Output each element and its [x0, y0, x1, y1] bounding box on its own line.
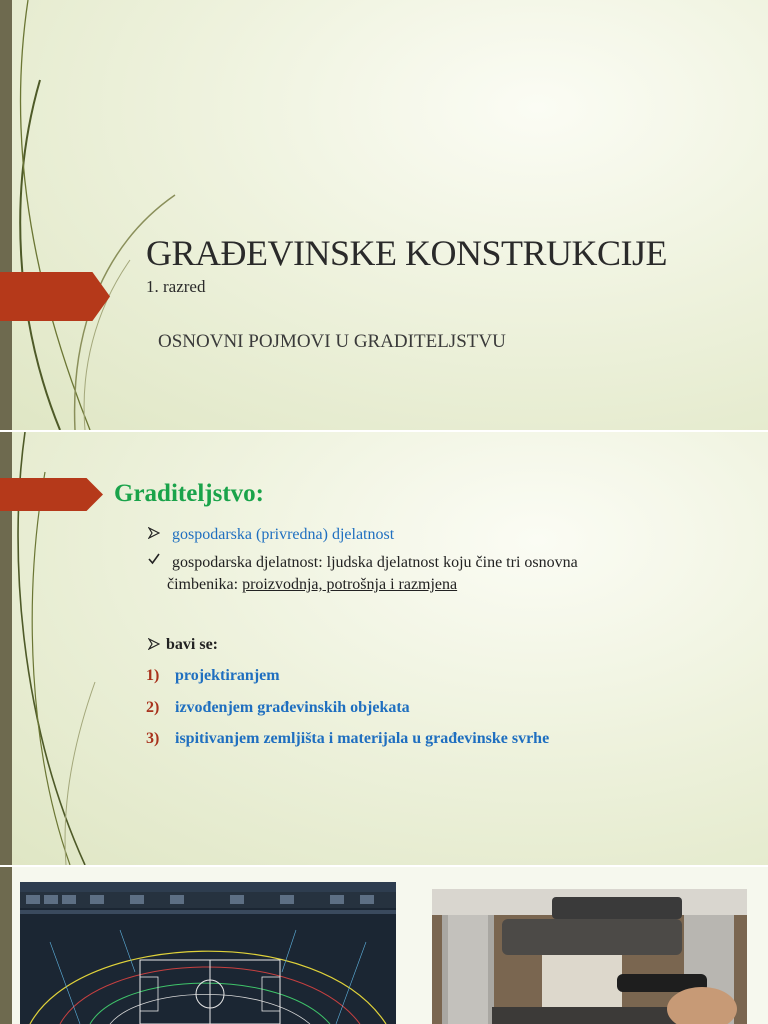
bavi-label: bavi se:: [166, 636, 218, 653]
bullet-1: gospodarska (privredna) djelatnost: [172, 526, 395, 543]
accent-arrow-tab: [0, 272, 110, 321]
list-item-1: projektiranjem: [175, 667, 280, 684]
arrow-bullet-icon: [148, 638, 160, 650]
list-item-2: izvođenjem građevinskih objekata: [175, 699, 410, 716]
list-number: 2): [146, 699, 160, 716]
list-number: 1): [146, 667, 160, 684]
topic-label: OSNOVNI POJMOVI U GRADITELJSTVU: [158, 331, 506, 352]
list-item-3: ispitivanjem zemljišta i materijala u građevinske svrhe: [175, 730, 550, 747]
bullet-2-underlined: proizvodnja, potrošnja i razmjena: [242, 576, 458, 593]
content-slide: [0, 432, 768, 865]
images-slide: [0, 867, 768, 1024]
list-number: 3): [146, 730, 160, 747]
bullet-2-line-1: gospodarska djelatnost: ljudska djelatnost koju čine tri osnovna: [172, 554, 578, 571]
arrow-bullet-icon: [148, 527, 160, 539]
section-heading: Graditeljstvo:: [114, 480, 264, 507]
title-slide: [0, 0, 768, 430]
bullet-2-prefix: čimbenika:: [167, 576, 243, 593]
grade-label: 1. razred: [146, 277, 206, 296]
check-bullet-icon: [148, 553, 160, 565]
cad-drawing-image: [20, 882, 396, 1024]
material-testing-photo: [432, 889, 747, 1024]
left-accent-bar: [0, 867, 12, 1024]
bullet-2-line-2: [167, 576, 457, 594]
slide-title: GRAĐEVINSKE KONSTRUKCIJE: [146, 233, 668, 273]
decorative-swirls: [0, 0, 220, 430]
accent-arrow-tab: [0, 478, 103, 511]
